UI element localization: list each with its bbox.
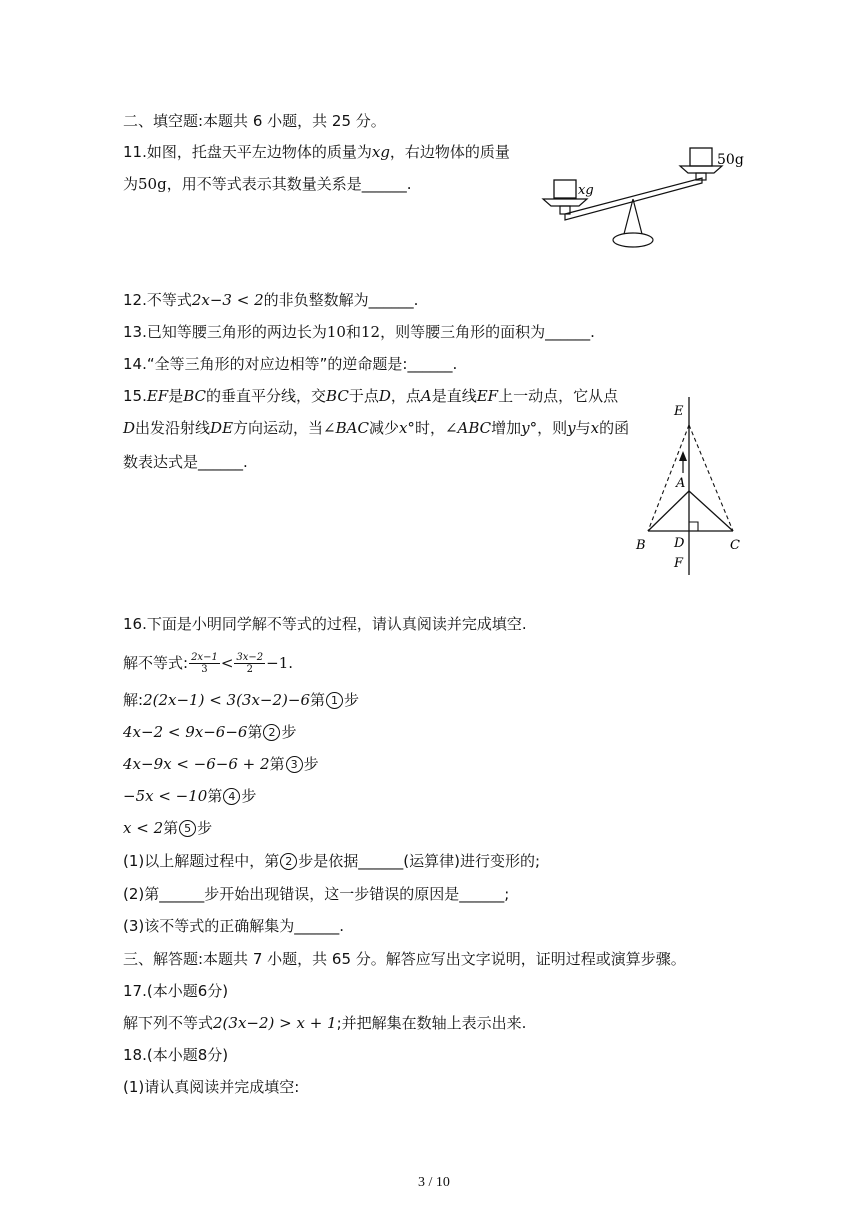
right-pan [680,166,722,173]
label-a: A [676,476,686,491]
step-number-circle: 2 [280,853,297,870]
segment-ac [689,491,733,531]
question-18-title: 18.(本小题8分) [123,1046,229,1064]
question-15-line-2: D出发沿射线DE方向运动，当∠BAC减少x°时，∠ABC增加y°，则y与x的函 [123,419,630,437]
balance-scale-figure [540,142,750,252]
triangle-figure [630,395,750,585]
solution-step-1: 解:2(2x−1) < 3(3x−2)−6第 1 步 [123,691,360,709]
question-12: 12.不等式2x−3 < 2的非负整数解为______. [123,291,419,309]
segment-ab [648,491,689,531]
page-number: 3 / 10 [418,1175,450,1190]
section-2-heading: 二、填空题:本题共 6 小题，共 25 分。 [123,112,386,130]
solution-step-4: −5x < −10第 4 步 [123,787,257,805]
step-number-circle: 4 [223,788,240,805]
label-c: C [730,538,740,553]
step-number-circle: 2 [263,724,280,741]
question-17-body: 解下列不等式2(3x−2) > x + 1;并把解集在数轴上表示出来. [123,1014,527,1032]
solution-step-2: 4x−2 < 9x−6−6第 2 步 [123,723,297,741]
question-13: 13.已知等腰三角形的两边长为10和12，则等腰三角形的面积为______. [123,323,595,341]
step-number-circle: 3 [286,756,303,773]
left-pan [543,199,587,206]
fraction-2: $\frac{3x-2}{2}$ [236,652,264,675]
question-11-line-2: 为50g，用不等式表示其数量关系是______. [123,175,412,193]
balance-base [613,233,653,247]
right-weight-box [690,148,712,166]
motion-arrow-head [679,451,687,461]
solution-step-3: 4x−9x < −6−6 + 2第 3 步 [123,755,319,773]
label-b: B [636,538,646,553]
right-angle-mark [689,522,698,531]
dashed-line-right [689,425,733,531]
question-14: 14.“全等三角形的对应边相等”的逆命题是:______. [123,355,458,373]
left-weight-box [554,180,576,198]
question-16-sub-3: (3)该不等式的正确解集为______. [123,917,345,935]
step-number-circle: 1 [326,692,343,709]
balance-stand [624,199,642,234]
question-15-line-1: 15.EF是BC的垂直平分线，交BC于点D，点A是直线EF上一动点，它从点 [123,387,619,405]
label-e: E [674,404,684,419]
question-15-line-3: 数表达式是______. [123,453,248,471]
question-16-inequality: 解不等式: $\frac{2x-1}{3}$ < $\frac{3x-2}{2}$ −1. [123,652,294,675]
label-d: D [674,536,685,551]
right-weight-label: 50g [717,152,744,168]
question-16-intro: 16.下面是小明同学解不等式的过程，请认真阅读并完成填空. [123,615,527,633]
solution-step-5: x < 2第 5 步 [123,819,213,837]
question-11-line-1: 11.如图，托盘天平左边物体的质量为xg，右边物体的质量 [123,143,510,161]
question-18-sub-1: (1)请认真阅读并完成填空: [123,1078,300,1096]
question-16-sub-1: (1)以上解题过程中，第 2 步是依据______(运算律)进行变形的; [123,852,541,870]
fraction-1: $\frac{2x-1}{3}$ [191,652,218,675]
question-16-sub-2: (2)第______步开始出现错误，这一步错误的原因是______; [123,885,510,903]
left-weight-label: xg [578,183,594,198]
step-number-circle: 5 [179,820,196,837]
label-f: F [674,556,684,571]
section-3-heading: 三、解答题:本题共 7 小题，共 65 分。解答应写出文字说明，证明过程或演算步骤。 [123,950,686,968]
question-17-title: 17.(本小题6分) [123,982,229,1000]
